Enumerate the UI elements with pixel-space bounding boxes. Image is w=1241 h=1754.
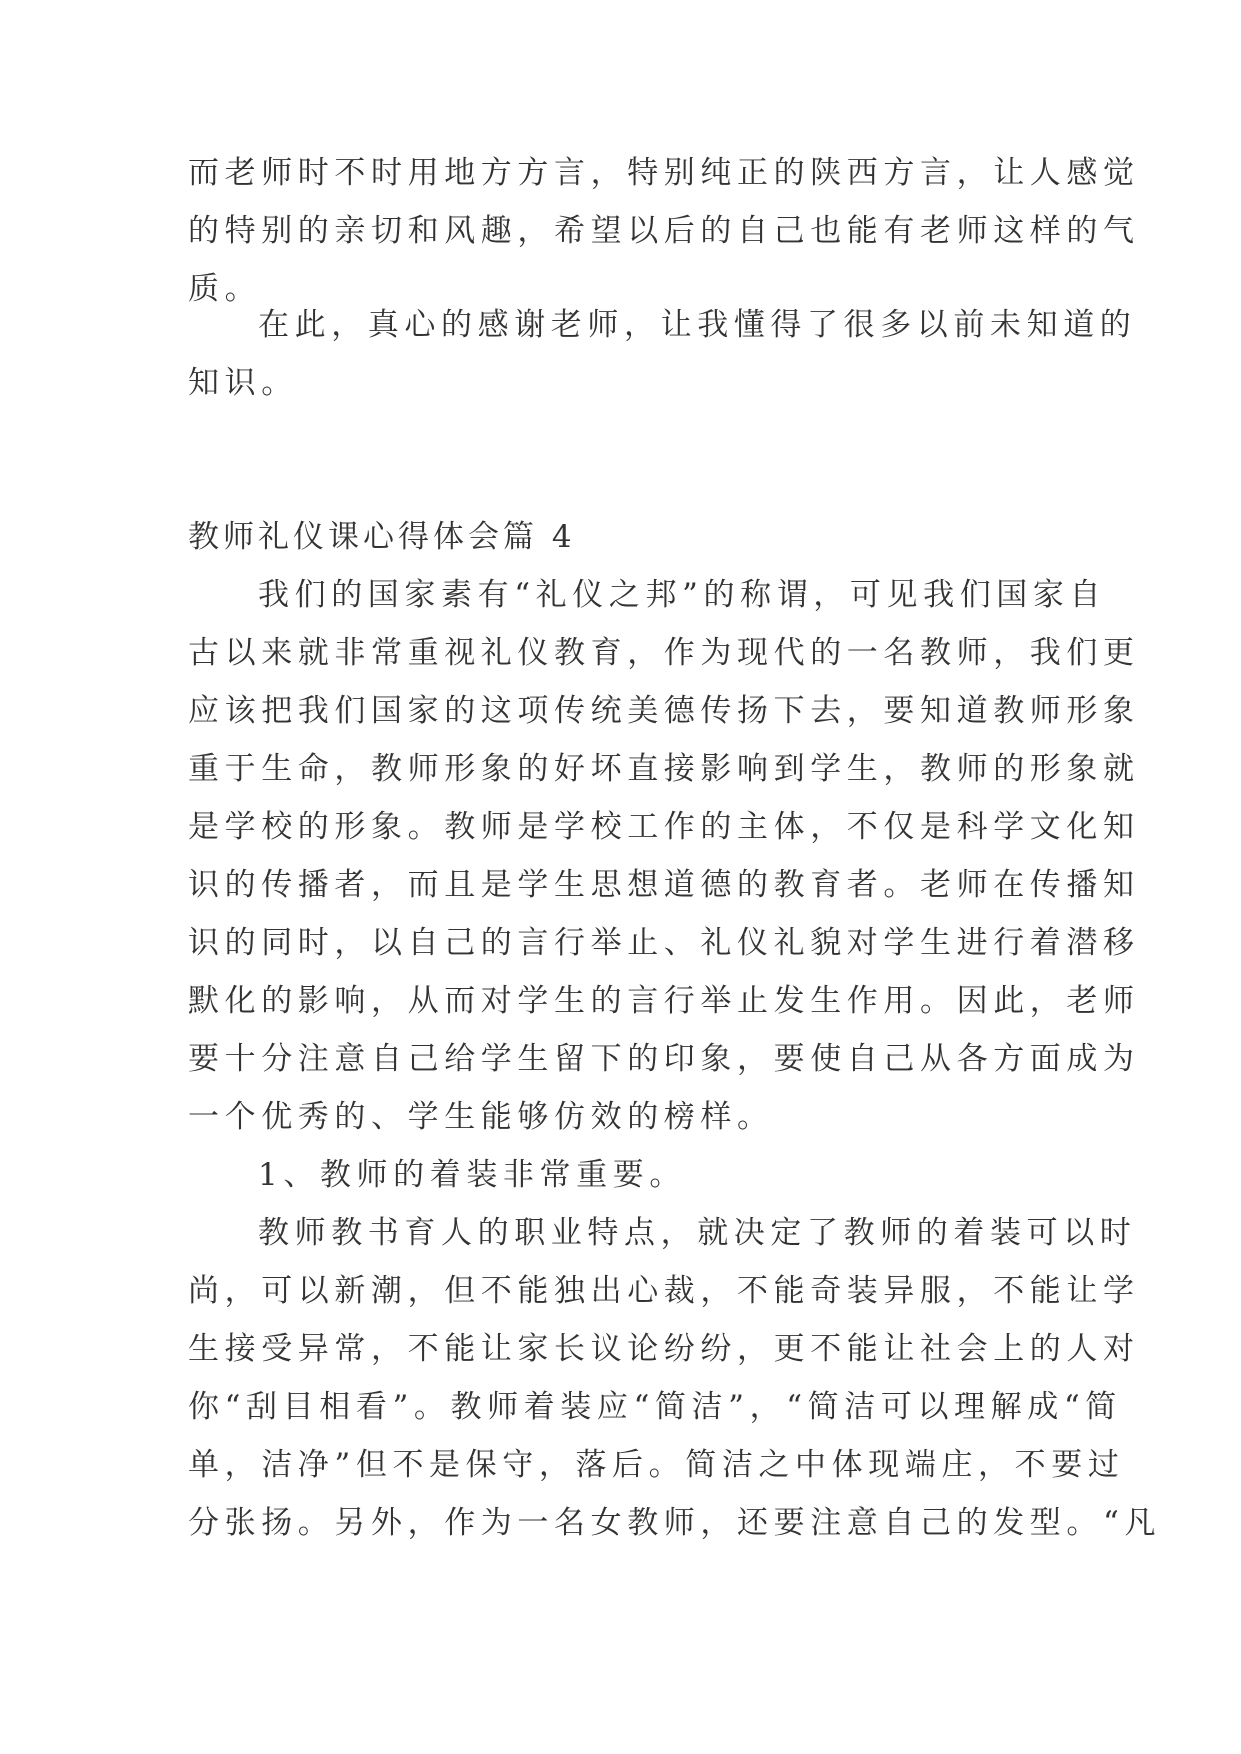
text-line: 教师教书育人的职业特点，就决定了教师的着装可以时 — [258, 1215, 1137, 1251]
text-line: 识的同时，以自己的言行举止、礼仪礼貌对学生进行着潜移 — [188, 925, 1140, 961]
text-line: 重于生命，教师形象的好坏直接影响到学生，教师的形象就 — [188, 751, 1140, 787]
text-line: 识的传播者，而且是学生思想道德的教育者。老师在传播知 — [188, 867, 1140, 903]
text-line: 在此，真心的感谢老师，让我懂得了很多以前未知道的 — [258, 307, 1137, 343]
text-line: 应该把我们国家的这项传统美德传扬下去，要知道教师形象 — [188, 693, 1140, 729]
text-line: 知识。 — [188, 365, 298, 401]
section-heading: 教师礼仪课心得体会篇 4 — [188, 519, 576, 555]
text-line: 你“刮目相看”。教师着装应“简洁”，“简洁可以理解成“简 — [188, 1389, 1122, 1425]
text-line: 单，洁净”但不是保守，落后。简洁之中体现端庄，不要过 — [188, 1447, 1125, 1483]
text-line: 质。 — [188, 271, 262, 307]
text-line: 的特别的亲切和风趣，希望以后的自己也能有老师这样的气 — [188, 213, 1140, 249]
text-line: 要十分注意自己给学生留下的印象，要使自己从各方面成为 — [188, 1041, 1140, 1077]
paragraph-dialect — [188, 144, 1140, 318]
text-line: 而老师时不时用地方方言，特别纯正的陕西方言，让人感觉 — [188, 155, 1140, 191]
text-line: 分张扬。另外，作为一名女教师，还要注意自己的发型。“凡 — [188, 1505, 1162, 1541]
point-heading-attire — [188, 1146, 1058, 1204]
paragraph-thanks — [188, 296, 1137, 412]
text-line: 尚，可以新潮，但不能独出心裁，不能奇装异服，不能让学 — [188, 1273, 1140, 1309]
text-line: 生接受异常，不能让家长议论纷纷，更不能让社会上的人对 — [188, 1331, 1140, 1367]
text-line: 古以来就非常重视礼仪教育，作为现代的一名教师，我们更 — [188, 635, 1140, 671]
paragraph-attire — [188, 1204, 1162, 1552]
text-line: 一个优秀的、学生能够仿效的榜样。 — [188, 1099, 774, 1135]
text-line: 默化的影响，从而对学生的言行举止发生作用。因此，老师 — [188, 983, 1140, 1019]
text-line: 是学校的形象。教师是学校工作的主体，不仅是科学文化知 — [188, 809, 1140, 845]
text-line: 1、教师的着装非常重要。 — [258, 1157, 686, 1193]
text-line: 我们的国家素有“礼仪之邦”的称谓，可见我们国家自 — [258, 577, 1107, 613]
paragraph-etiquette-intro — [188, 566, 1140, 1146]
